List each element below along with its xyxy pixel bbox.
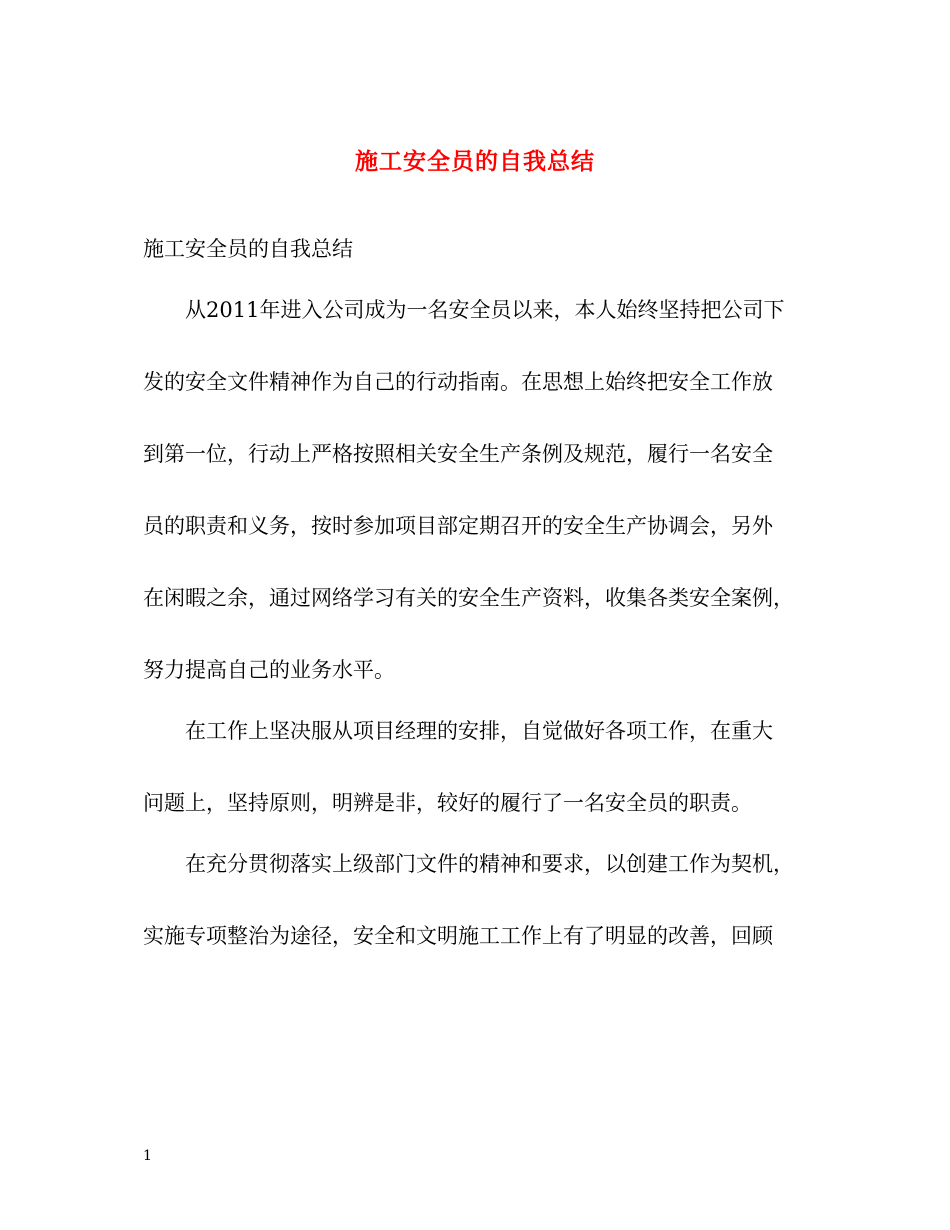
document-title: 施工安全员的自我总结 — [355, 148, 595, 175]
page-number: 1 — [143, 1148, 152, 1164]
paragraph-line: 在充分贯彻落实上级部门文件的精神和要求，以创建工作为契机， — [185, 852, 794, 876]
paragraph-line: 到第一位，行动上严格按照相关安全生产条例及规范，履行一名安全 — [143, 442, 773, 466]
paragraph-line: 发的安全文件精神作为自己的行动指南。在思想上始终把安全工作放 — [143, 370, 773, 394]
paragraph-line: 实施专项整治为途径，安全和文明施工工作上有了明显的改善，回顾 — [143, 924, 773, 948]
paragraph-line: 在闲暇之余，通过网络学习有关的安全生产资料，收集各类安全案例， — [143, 586, 794, 610]
paragraph-line: 员的职责和义务，按时参加项目部定期召开的安全生产协调会，另外 — [143, 514, 773, 538]
paragraph-line: 从2011年进入公司成为一名安全员以来，本人始终坚持把公司下 — [185, 298, 785, 322]
paragraph-line: 努力提高自己的业务水平。 — [143, 658, 395, 682]
document-subtitle: 施工安全员的自我总结 — [143, 237, 353, 261]
paragraph-line: 在工作上坚决服从项目经理的安排，自觉做好各项工作，在重大 — [185, 719, 773, 743]
paragraph-line: 问题上，坚持原则，明辨是非，较好的履行了一名安全员的职责。 — [143, 791, 752, 815]
